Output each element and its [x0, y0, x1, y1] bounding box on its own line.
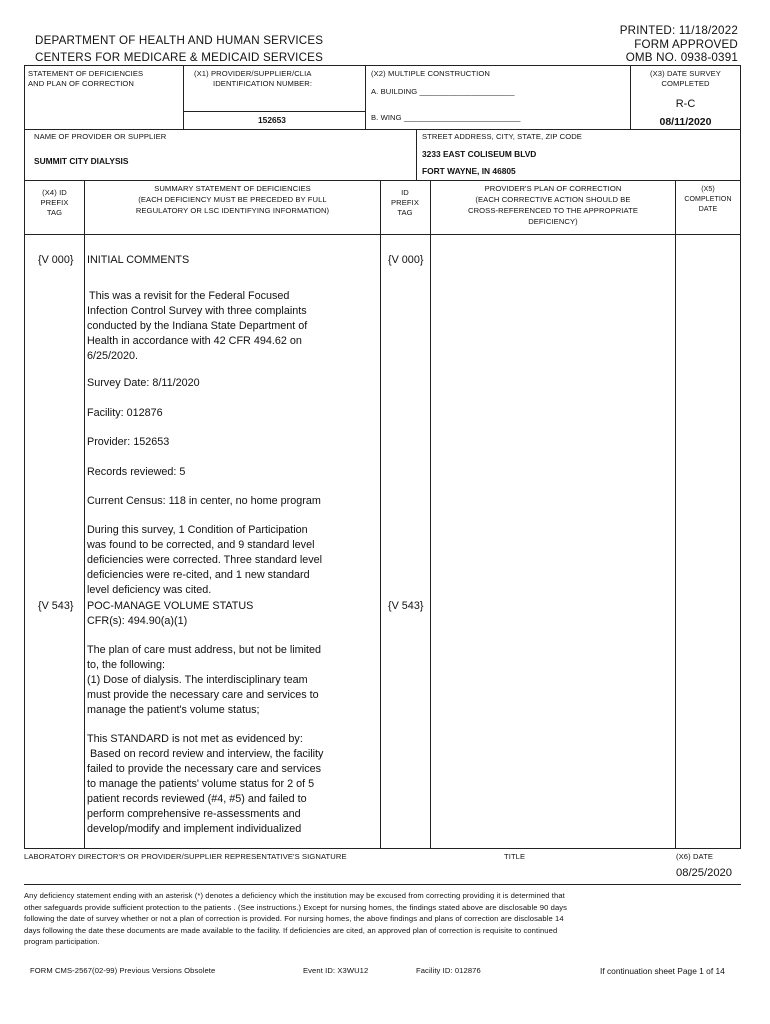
provider-line: Provider: 152653 — [87, 436, 170, 448]
x3-code: R-C — [675, 98, 696, 110]
signature-date: 08/25/2020 — [676, 867, 732, 879]
summary-header-3: REGULATORY OR LSC IDENTIFYING INFORMATION) — [135, 206, 330, 215]
x1-value: 152653 — [258, 115, 286, 125]
id-header-1: ID — [401, 188, 409, 197]
centers-title: CENTERS FOR MEDICARE & MEDICAID SERVICES — [35, 51, 324, 64]
tag-v543-right: {V 543} — [388, 600, 424, 612]
line: patient records reviewed (#4, #5) and failed to — [87, 793, 307, 805]
tag-v000-left: {V 000} — [38, 254, 74, 266]
signature-label: LABORATORY DIRECTOR'S OR PROVIDER/SUPPLIER REPRESENTATIVE'S SIGNATURE — [24, 852, 347, 861]
poc-title: POC-MANAGE VOLUME STATUS — [87, 600, 254, 612]
line: This STANDARD is not met as evidenced by: — [87, 733, 303, 745]
line: deficiencies were re-cited, and 1 new standard — [87, 569, 310, 581]
x4-header-1: (X4) ID — [42, 188, 67, 197]
x4-header-3: TAG — [46, 208, 63, 217]
disclaimer-line: program participation. — [24, 937, 100, 947]
standard-not-met-paragraph — [87, 732, 369, 837]
id-header-3: TAG — [397, 208, 413, 217]
plan-header-3: CROSS-REFERENCED TO THE APPROPRIATE — [467, 206, 639, 215]
census-line: Current Census: 118 in center, no home program — [87, 495, 321, 507]
form-number: FORM CMS-2567(02-99) Previous Versions Obsolete — [30, 966, 216, 975]
line: to, the following: — [87, 659, 166, 671]
x3-label: (X3) DATE SURVEY — [650, 69, 721, 78]
omb-number: OMB NO. 0938-0391 — [625, 51, 738, 64]
x2-building: A. BUILDING ______________________ — [371, 87, 515, 96]
records-line: Records reviewed: 5 — [87, 466, 186, 478]
disclaimer — [24, 890, 567, 948]
disclaimer-line: other safeguards provide sufficient protection to the patients . (See instructions.) Except for nursing homes, the findings stated above are disclosable 90 days — [24, 902, 568, 912]
line: level deficiency was cited. — [87, 584, 212, 596]
disclaimer-line: Any deficiency statement ending with an asterisk (*) denotes a deficiency which the institution may be excused from correcting providing it is determined that — [24, 891, 565, 900]
line: 6/25/2020. — [87, 350, 139, 362]
line: was found to be corrected, and 9 standard level — [87, 539, 315, 551]
plan-header-2: (EACH CORRECTIVE ACTION SHOULD BE — [475, 195, 631, 204]
id-header-2: PREFIX — [390, 198, 420, 207]
initial-comments-heading: INITIAL COMMENTS — [87, 254, 190, 266]
line: to manage the patients' volume status for 2 of 5 — [87, 778, 315, 790]
plan-header-1: PROVIDER'S PLAN OF CORRECTION — [484, 184, 622, 193]
survey-date: Survey Date: 8/11/2020 — [87, 377, 200, 389]
summary-header-1: SUMMARY STATEMENT OF DEFICIENCIES — [154, 184, 311, 193]
title-label: TITLE — [504, 852, 526, 861]
line: manage the patient's volume status; — [87, 704, 260, 716]
cfr-line: CFR(s): 494.90(a)(1) — [87, 615, 188, 627]
line: Health in accordance with 42 CFR 494.62 on — [87, 335, 302, 347]
line: The plan of care must address, but not be limited — [87, 644, 322, 656]
x1-label-2: IDENTIFICATION NUMBER: — [213, 79, 313, 88]
line: Infection Control Survey with three complaints — [87, 305, 307, 317]
x2-label: (X2) MULTIPLE CONSTRUCTION — [371, 69, 490, 78]
summary-header-2: (EACH DEFICIENCY MUST BE PRECEDED BY FULL — [138, 195, 327, 204]
line: conducted by the Indiana State Department of — [87, 320, 308, 332]
x4-header-2: PREFIX — [40, 198, 69, 207]
disclaimer-line: following the date of survey whether or not a plan of correction is provided. For nursing homes, the above findings and plans of correction are disclosable 14 — [24, 914, 564, 924]
x1-label: (X1) PROVIDER/SUPPLIER/CLIA — [194, 69, 312, 78]
line: (1) Dose of dialysis. The interdisciplinary team — [87, 674, 308, 686]
statement-label-1: STATEMENT OF DEFICIENCIES — [28, 69, 144, 78]
line: failed to provide the necessary care and services — [87, 763, 322, 775]
revisit-paragraph — [87, 289, 369, 364]
facility-id: Facility ID: 012876 — [416, 966, 481, 975]
line: This was a revisit for the Federal Focused — [89, 290, 290, 302]
form-approved: FORM APPROVED — [634, 38, 738, 51]
statement-label-2: AND PLAN OF CORRECTION — [28, 79, 134, 88]
line: must provide the necessary care and services to — [87, 689, 319, 701]
printed-date: PRINTED: 11/18/2022 — [619, 24, 738, 37]
x6-date-label: (X6) DATE — [676, 852, 714, 861]
x5-header-2: COMPLETION — [684, 196, 732, 203]
x2-wing: B. WING ___________________________ — [371, 113, 521, 122]
line: During this survey, 1 Condition of Participation — [87, 524, 308, 536]
facility-line: Facility: 012876 — [87, 407, 163, 419]
continuation-sheet: If continuation sheet Page 1 of 14 — [600, 966, 725, 976]
findings-paragraph — [87, 523, 369, 598]
tag-v543-left: {V 543} — [38, 600, 74, 612]
department-title: DEPARTMENT OF HEALTH AND HUMAN SERVICES — [35, 34, 324, 47]
tag-v000-right: {V 000} — [388, 254, 424, 266]
provider-name-label: NAME OF PROVIDER OR SUPPLIER — [34, 132, 167, 141]
plan-header-4: DEFICIENCY) — [528, 217, 578, 226]
event-id: Event ID: X3WU12 — [303, 966, 369, 975]
provider-name: SUMMIT CITY DIALYSIS — [34, 156, 129, 166]
x3-date: 08/11/2020 — [659, 116, 712, 128]
x5-header-1: (X5) — [701, 186, 715, 193]
plan-of-care-paragraph — [87, 643, 369, 718]
x5-header-3: DATE — [698, 206, 718, 213]
disclaimer-line: days following the date these documents are made available to the facility. If deficiencies are cited, an approved plan of correction is requisite to continued — [24, 925, 558, 935]
line: Based on record review and interview, the facility — [87, 748, 324, 760]
line: deficiencies were corrected. Three standard level — [87, 554, 323, 566]
city-state-zip: FORT WAYNE, IN 46805 — [422, 166, 516, 176]
address-label: STREET ADDRESS, CITY, STATE, ZIP CODE — [422, 132, 582, 141]
x3-label-2: COMPLETED — [661, 79, 710, 88]
street-address: 3233 EAST COLISEUM BLVD — [422, 149, 537, 159]
line: develop/modify and implement individualized — [87, 823, 302, 835]
line: perform comprehensive re-assessments and — [87, 808, 301, 820]
